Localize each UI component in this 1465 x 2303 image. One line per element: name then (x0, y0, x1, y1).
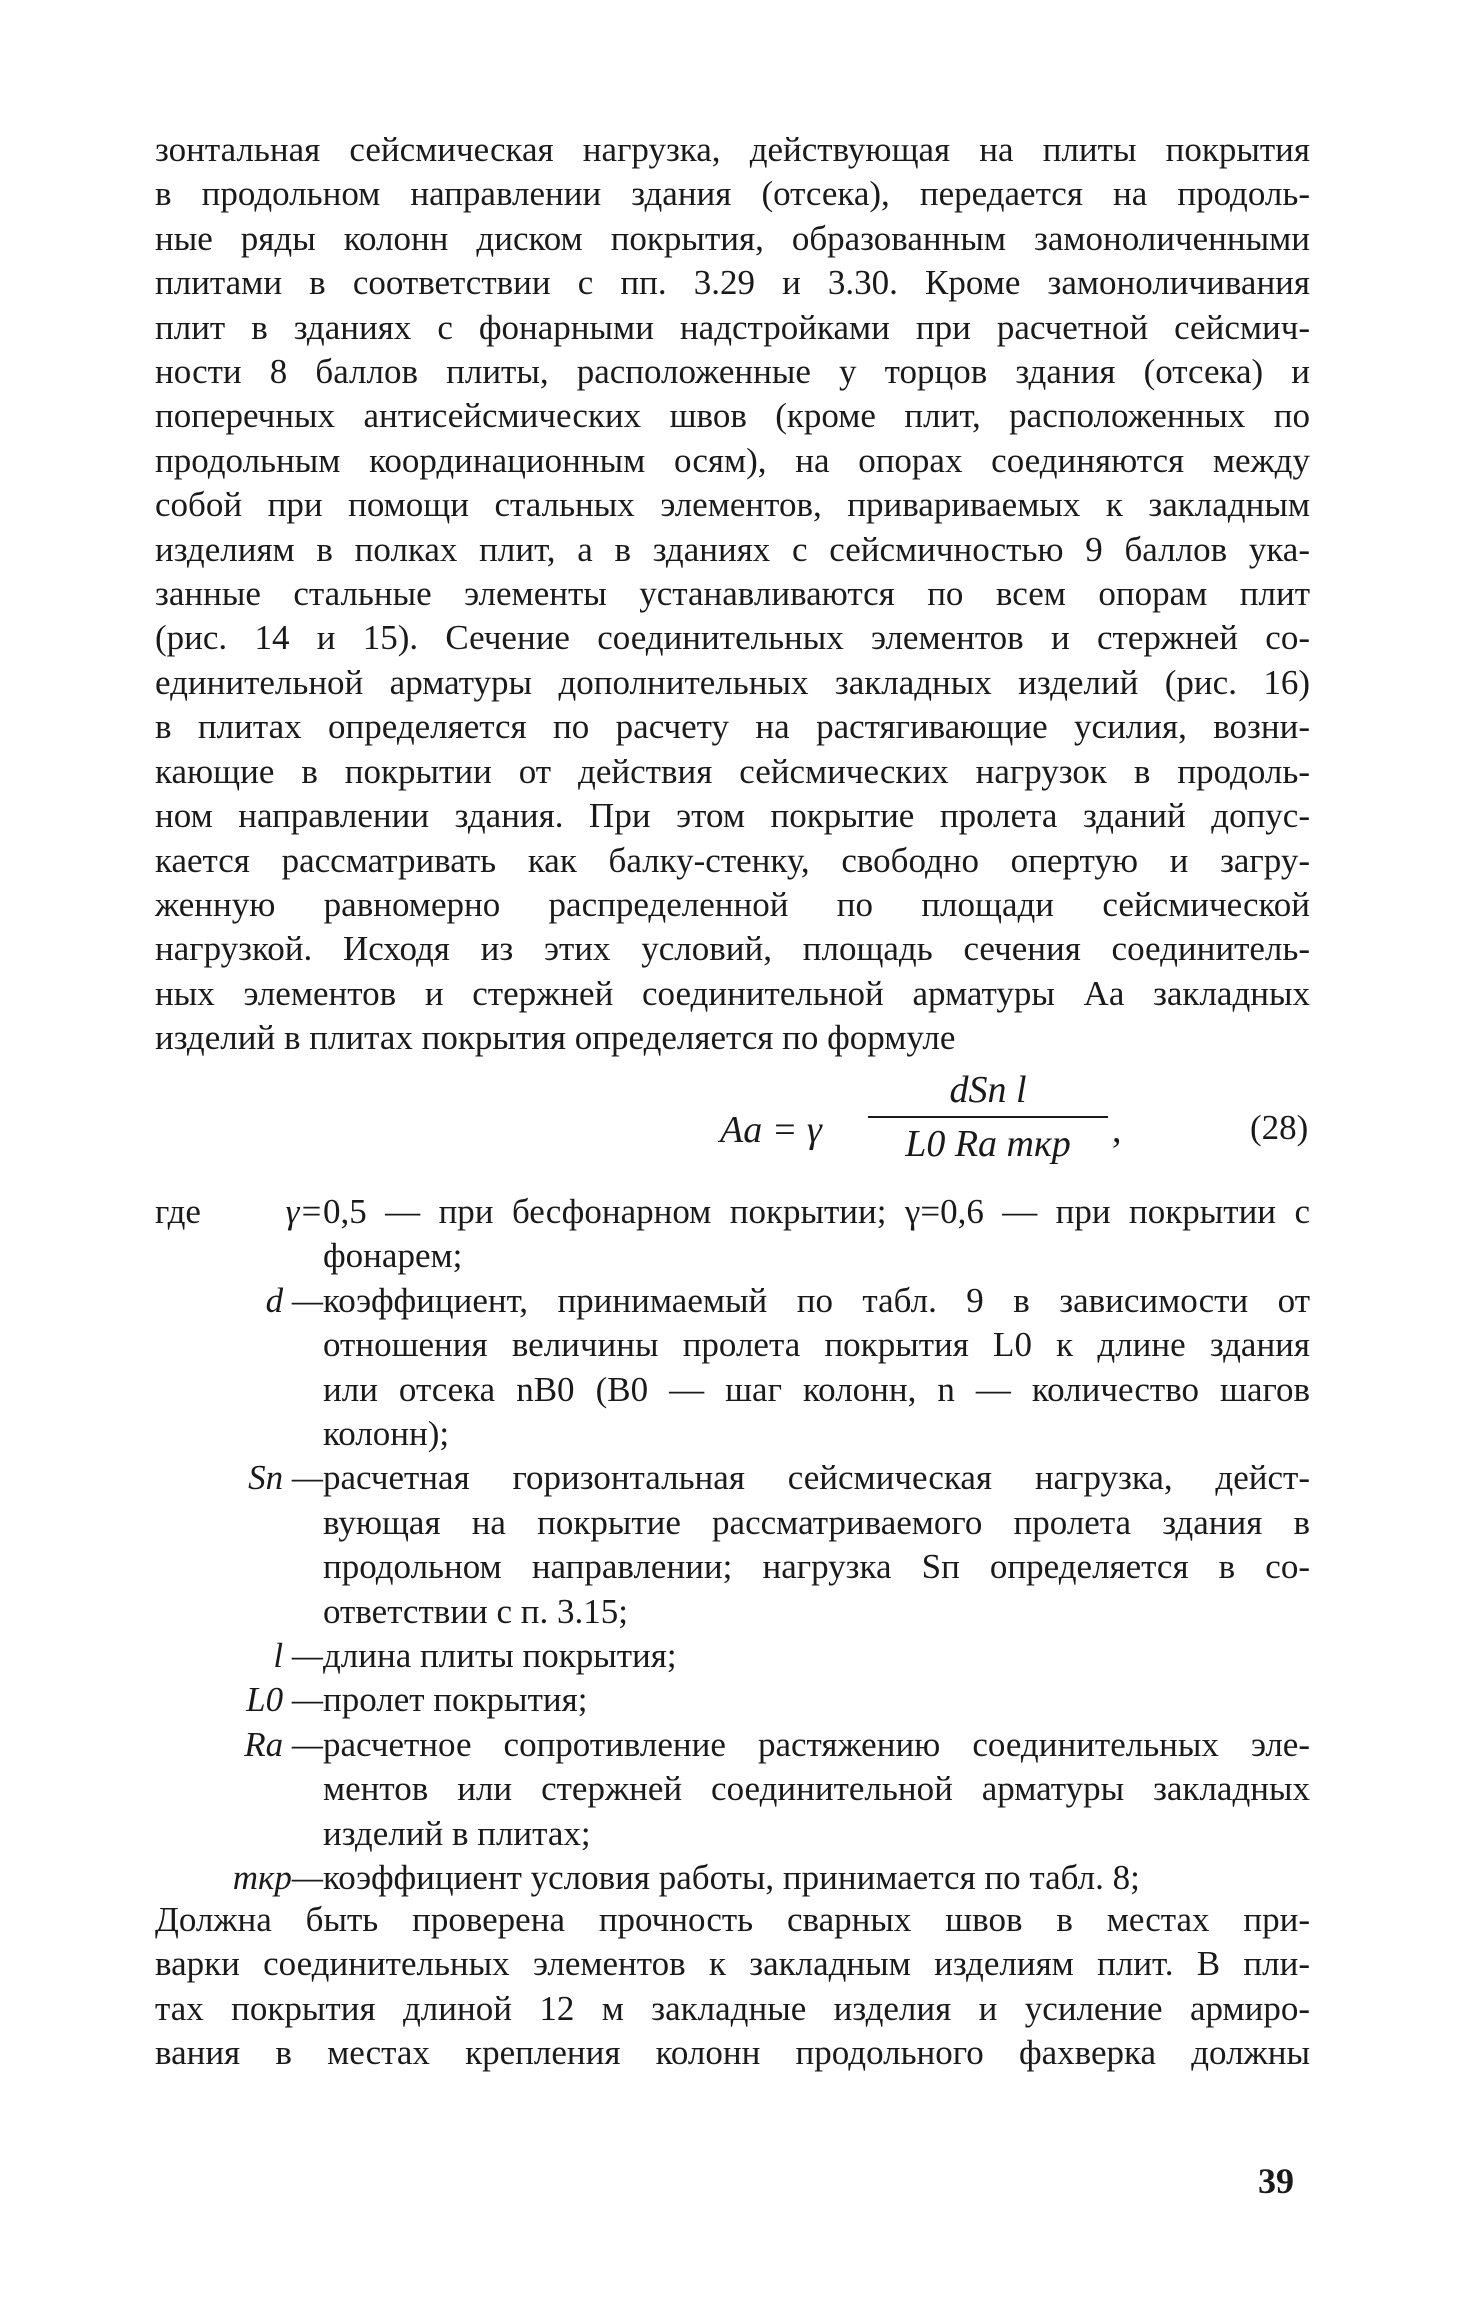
definition-line: ответствии с п. 3.15; (323, 1591, 628, 1631)
text-line: в продольном направлении здания (отсека), передается на продоль- (155, 174, 1310, 214)
formula-28 (720, 1068, 1200, 1188)
text-line: ных элементов и стержней соединительной арматуры Aa закладных (155, 973, 1310, 1013)
text-line: женную равномерно распределенной по площади сейсмической (155, 884, 1310, 924)
definition-ra (155, 1723, 1310, 1856)
formula-fraction (868, 1068, 1108, 1166)
formula-denominator: L0 Ra mкр (905, 1123, 1071, 1165)
where-label: где (155, 1192, 201, 1231)
definition-line: 0,5 — при бесфонарном покрытии; γ=0,6 — при покрытии с (323, 1192, 1310, 1231)
formula-comma: , (1112, 1109, 1122, 1151)
definition-line: расчетное сопротивление растяжению соединительных эле- (323, 1724, 1310, 1764)
text-line: продольным координационным осям), на опорах соединяются между (155, 440, 1310, 480)
formula-lhs: Aa = γ (720, 1109, 822, 1151)
text-line: вания в местах крепления колонн продольного фахверка должны (155, 2033, 1310, 2073)
definition-line: длина плиты покрытия; (323, 1636, 677, 1676)
definition-gamma (155, 1190, 1310, 1279)
definitions-list (155, 1190, 1310, 1901)
definition-line: коэффициент, принимаемый по табл. 9 в зависимости от (323, 1280, 1310, 1320)
definition-line: расчетная горизонтальная сейсмическая нагрузка, дейст- (323, 1458, 1310, 1498)
text-line: ном направлении здания. При этом покрытие пролета зданий допус- (155, 796, 1310, 836)
definition-line: продольном направлении; нагрузка Sп определяется в со- (323, 1547, 1310, 1587)
text-line: собой при помощи стальных элементов, привариваемых к закладным (155, 485, 1310, 525)
paragraph-continued (155, 128, 1310, 1061)
text-line: кается рассматривать как балку-стенку, свободно опертую и загру- (155, 840, 1310, 880)
definition-sp (155, 1456, 1310, 1634)
definition-symbol: mкр— (232, 1858, 323, 1898)
definition-symbol: Ra — (244, 1724, 323, 1764)
text-line: варки соединительных элементов к закладным изделиям плит. В пли- (155, 1944, 1310, 1984)
definition-d (155, 1279, 1310, 1457)
definition-line: изделий в плитах; (323, 1813, 591, 1853)
definition-line: коэффициент условия работы, принимается по табл. 8; (323, 1858, 1140, 1898)
definition-symbol: γ= (285, 1192, 323, 1231)
definition-symbol: l — (273, 1636, 323, 1676)
text-line: единительной арматуры дополнительных закладных изделий (рис. 16) (155, 662, 1310, 702)
definition-line: пролет покрытия; (323, 1680, 588, 1720)
definition-line: колонн); (323, 1414, 450, 1454)
text-line: ные ряды колонн диском покрытия, образованным замоноличенными (155, 218, 1310, 258)
definition-line: ментов или стержней соединительной арматуры закладных (323, 1769, 1310, 1809)
definition-line: или отсека nB0 (B0 — шаг колонн, n — количество шагов (323, 1369, 1310, 1409)
definition-line: вующая на покрытие рассматриваемого пролета здания в (323, 1502, 1310, 1542)
text-line: тах покрытия длиной 12 м закладные изделия и усиление армиро- (155, 1988, 1310, 2028)
text-line: изделиям в полках плит, а в зданиях с сейсмичностью 9 баллов ука- (155, 529, 1310, 569)
text-line: нагрузкой. Исходя из этих условий, площадь сечения соединитель- (155, 929, 1310, 969)
definition-mkr (155, 1856, 1310, 1900)
formula-numerator: dSп l (868, 1068, 1108, 1118)
text-line: Должна быть проверена прочность сварных швов в местах при- (155, 1900, 1310, 1939)
text-line: зонтальная сейсмическая нагрузка, действующая на плиты покрытия (155, 130, 1310, 169)
text-line: ности 8 баллов плиты, расположенные у торцов здания (отсека) и (155, 352, 1310, 392)
text-line: в плитах определяется по расчету на растягивающие усилия, возни- (155, 707, 1310, 747)
definition-symbol: L0 — (246, 1680, 323, 1720)
text-line: (рис. 14 и 15). Сечение соединительных элементов и стержней со- (155, 618, 1310, 658)
definition-l0 (155, 1678, 1310, 1722)
equation-number: (28) (1250, 1108, 1309, 1147)
page-number: 39 (1258, 2161, 1294, 2201)
definition-line: отношения величины пролета покрытия L0 к длине здания (323, 1325, 1310, 1365)
text-line: изделий в плитах покрытия определяется по формуле (155, 1018, 956, 1058)
definition-l (155, 1634, 1310, 1678)
definition-line: фонарем; (323, 1236, 463, 1276)
text-line: кающие в покрытии от действия сейсмических нагрузок в продоль- (155, 751, 1310, 791)
definition-symbol: d — (265, 1280, 323, 1320)
paragraph-welds (155, 1898, 1310, 2076)
text-line: плитами в соответствии с пп. 3.29 и 3.30. Кроме замоноличивания (155, 263, 1310, 303)
definition-symbol: Sп — (248, 1458, 323, 1498)
text-line: поперечных антисейсмических швов (кроме плит, расположенных по (155, 396, 1310, 436)
text-line: плит в зданиях с фонарными надстройками при расчетной сейсмич- (155, 307, 1310, 347)
text-line: занные стальные элементы устанавливаются по всем опорам плит (155, 574, 1310, 614)
